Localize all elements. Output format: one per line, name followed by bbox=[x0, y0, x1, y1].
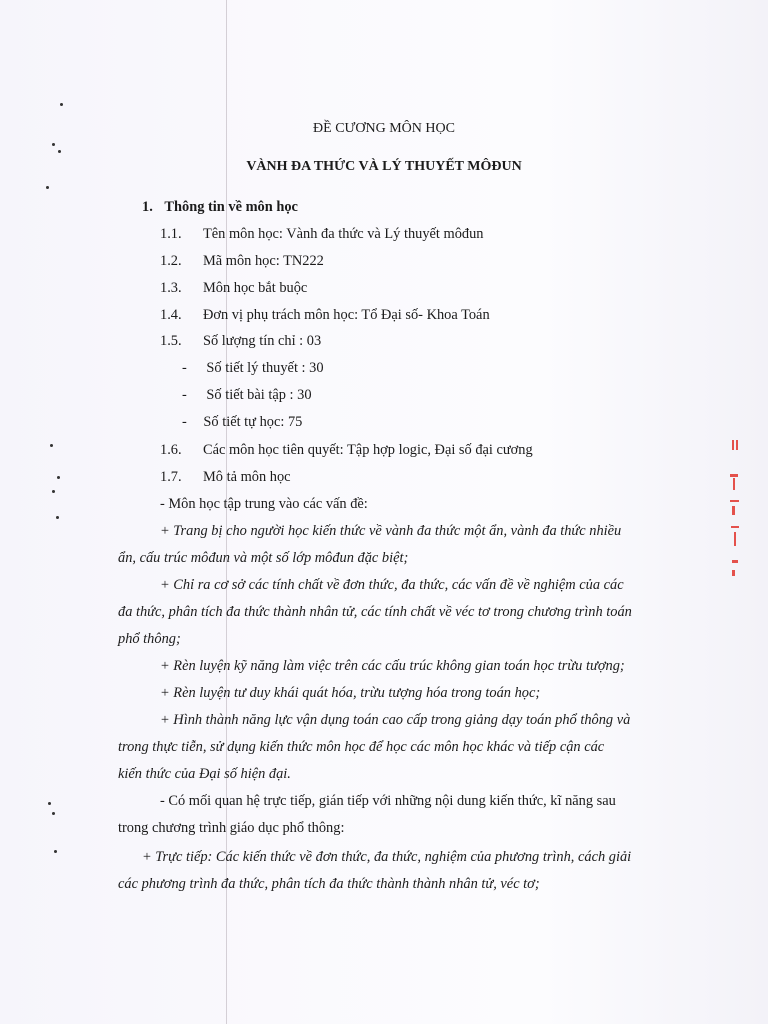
course-title: VÀNH ĐA THỨC VÀ LÝ THUYẾT MÔĐUN bbox=[246, 159, 522, 174]
item-text: Mã môn học: TN222 bbox=[203, 253, 324, 269]
bullet-item bbox=[182, 413, 734, 431]
item-text: Mô tả môn học bbox=[203, 469, 291, 485]
section-title: Thông tin về môn học bbox=[164, 199, 298, 215]
item-number: 1.1. bbox=[160, 226, 182, 242]
item-text: Số lượng tín chỉ : 03 bbox=[203, 333, 322, 349]
paragraph-line: + Rèn luyện tư duy khái quát hóa, trừu tượng hóa trong toán học; bbox=[160, 685, 541, 701]
item-text: Các môn học tiên quyết: Tập hợp logic, Đại số đại cương bbox=[203, 442, 533, 458]
document-heading: ĐỀ CƯƠNG MÔN HỌC bbox=[313, 121, 455, 136]
item-number: 1.5. bbox=[160, 333, 182, 349]
paragraph-line: trong chương trình giáo dục phổ thông: bbox=[118, 820, 345, 836]
info-item bbox=[160, 252, 712, 270]
item-number: 1.2. bbox=[160, 253, 182, 269]
item-number: 1.4. bbox=[160, 307, 182, 323]
paragraph-line: phổ thông; bbox=[118, 631, 181, 647]
scan-speck bbox=[56, 516, 59, 519]
info-item bbox=[160, 306, 712, 324]
item-number: 1.3. bbox=[160, 280, 182, 296]
paragraph-line: + Chỉ ra cơ sở các tính chất về đơn thức, đa thức, các vấn đề về nghiệm của các bbox=[160, 577, 624, 593]
red-stamp-mark bbox=[726, 440, 744, 580]
info-item bbox=[160, 441, 712, 459]
scan-speck bbox=[52, 143, 55, 146]
paragraph-line: đa thức, phân tích đa thức thành nhân tử, các tính chất về véc tơ trong chương trình toán bbox=[118, 604, 632, 620]
item-text: Môn học bắt buộc bbox=[203, 280, 308, 296]
info-item bbox=[160, 225, 712, 243]
paragraph-line: ẩn, cấu trúc môđun và một số lớp môđun đặc biệt; bbox=[118, 550, 409, 566]
scan-speck bbox=[50, 444, 53, 447]
item-number: 1.6. bbox=[160, 442, 182, 458]
bullet-item bbox=[182, 359, 734, 377]
item-text: Đơn vị phụ trách môn học: Tổ Đại số- Khoa Toán bbox=[203, 307, 490, 323]
bullet-dash: - bbox=[182, 360, 187, 376]
info-item bbox=[160, 468, 712, 486]
item-text: Tên môn học: Vành đa thức và Lý thuyết môđun bbox=[203, 226, 484, 242]
paragraph-line: trong thực tiễn, sử dụng kiến thức môn học để học các môn học khác và tiếp cận các bbox=[118, 739, 605, 755]
focus-intro: - Môn học tập trung vào các vấn đề: bbox=[160, 496, 368, 512]
scan-speck bbox=[52, 812, 55, 815]
bullet-dash: - bbox=[182, 414, 187, 430]
scan-speck bbox=[46, 186, 49, 189]
item-number: 1.7. bbox=[160, 469, 182, 485]
section-heading bbox=[142, 198, 694, 216]
paragraph-line: + Rèn luyện kỹ năng làm việc trên các cấu trúc không gian toán học trừu tượng; bbox=[160, 658, 625, 674]
scan-speck bbox=[54, 850, 57, 853]
section-number: 1. bbox=[142, 199, 153, 215]
bullet-dash: - bbox=[182, 387, 187, 403]
paragraph-line: kiến thức của Đại số hiện đại. bbox=[118, 766, 291, 782]
info-item bbox=[160, 279, 712, 297]
scan-speck bbox=[58, 150, 61, 153]
paragraph-line: + Trang bị cho người học kiến thức về vành đa thức một ẩn, vành đa thức nhiều bbox=[160, 523, 622, 539]
bullet-text: Số tiết tự học: 75 bbox=[203, 414, 303, 430]
paragraph-line: - Có mối quan hệ trực tiếp, gián tiếp với những nội dung kiến thức, kĩ năng sau bbox=[160, 793, 616, 809]
bullet-item bbox=[182, 386, 734, 404]
scan-speck bbox=[48, 802, 51, 805]
bullet-text: Số tiết bài tập : 30 bbox=[206, 387, 312, 403]
scan-speck bbox=[60, 103, 63, 106]
scan-speck bbox=[52, 490, 55, 493]
paragraph-line: các phương trình đa thức, phân tích đa thức thành thành nhân tử, véc tơ; bbox=[118, 876, 540, 892]
info-item bbox=[160, 332, 712, 350]
paragraph-line: + Trực tiếp: Các kiến thức về đơn thức, đa thức, nghiệm của phương trình, cách giải bbox=[142, 849, 632, 865]
scan-speck bbox=[57, 476, 60, 479]
paragraph-line: + Hình thành năng lực vận dụng toán cao cấp trong giảng dạy toán phổ thông và bbox=[160, 712, 631, 728]
bullet-text: Số tiết lý thuyết : 30 bbox=[206, 360, 324, 376]
